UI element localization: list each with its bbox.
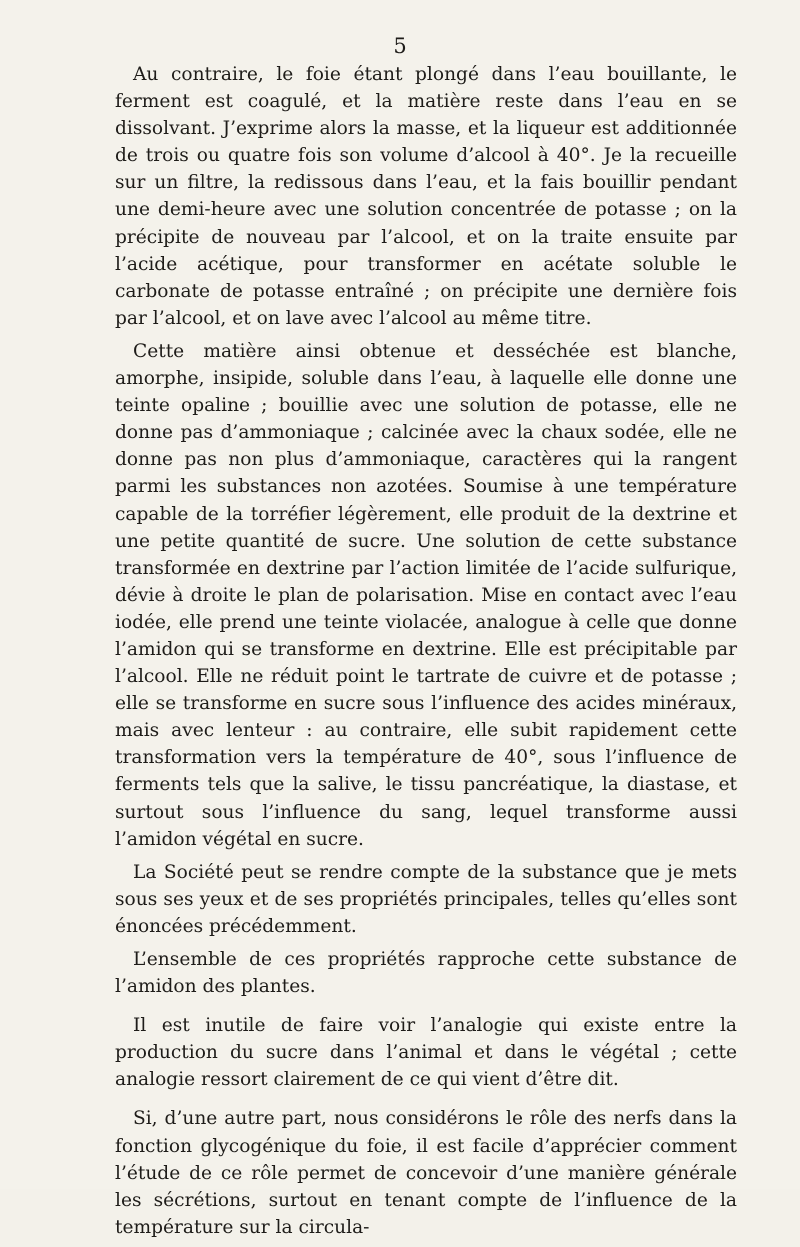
- paragraph-3: La Société peut se rendre compte de la substance que je mets sous ses yeux et de ses propriétés principales, telles qu’elles sont énoncées précédemment.: [115, 861, 737, 937]
- paragraph-5: Il est inutile de faire voir l’analogie qui existe entre la production du sucre dans l’animal et dans le végétal ; cette analogie ressort clairement de ce qui vient d’être dit.: [115, 1015, 737, 1091]
- paragraph-4: L’ensemble de ces propriétés rapproche cette substance de l’amidon des plantes.: [115, 949, 737, 998]
- body-text: [115, 61, 737, 1247]
- page-number: 5: [393, 34, 407, 58]
- paragraph-6: Si, d’une autre part, nous considérons le rôle des nerfs dans la fonction glycogénique du foie, il est facile d’apprécier comment l’étude de ce rôle permet de concevoir d’une manière générale les sécrétions, surtout en tenant compte de l’influence de la température sur la circula-: [115, 1108, 737, 1238]
- paragraph-1: Au contraire, le foie étant plongé dans l’eau bouillante, le ferment est coagulé, et la matière reste dans l’eau en se dissolvant. J’exprime alors la masse, et la liqueur est additionnée de trois ou quatre fois son volume d’alcool à 40°. Je la recueille sur un filtre, la redissous dans l’eau, et la fais bouillir pendant une demi-heure avec une solution concentrée de potasse ; on la précipite de nouveau par l’alcool, et on la traite ensuite par l’acide acétique, pour transformer en acétate soluble le carbonate de potasse entraîné ; on précipite une dernière fois par l’alcool, et on lave avec l’alcool au même titre.: [115, 64, 737, 329]
- paragraph-2: Cette matière ainsi obtenue et desséchée est blanche, amorphe, insipide, soluble dans l’eau, à laquelle elle donne une teinte opaline ; bouillie avec une solution de potasse, elle ne donne pas d’ammoniaque ; calcinée avec la chaux sodée, elle ne donne pas non plus d’ammoniaque, caractères qui la rangent parmi les substances non azotées. Soumise à une température capable de la torréfier légèrement, elle produit de la dextrine et une petite quantité de sucre. Une solution de cette substance transformée en dextrine par l’action limitée de l’acide sulfurique, dévie à droite le plan de polarisation. Mise en contact avec l’eau iodée, elle prend une teinte violacée, analogue à celle que donne l’amidon qui se transforme en dextrine. Elle est précipitable par l’alcool. Elle ne réduit point le tartrate de cuivre et de potasse ; elle se transforme en sucre sous l’influence des acides minéraux, mais avec lenteur : au contraire, elle subit rapidement cette transformation vers la température de 40°, sous l’influence de ferments tels que la salive, le tissu pancréatique, la diastase, et surtout sous l’influence du sang, lequel transforme aussi l’amidon végétal en sucre.: [115, 340, 737, 850]
